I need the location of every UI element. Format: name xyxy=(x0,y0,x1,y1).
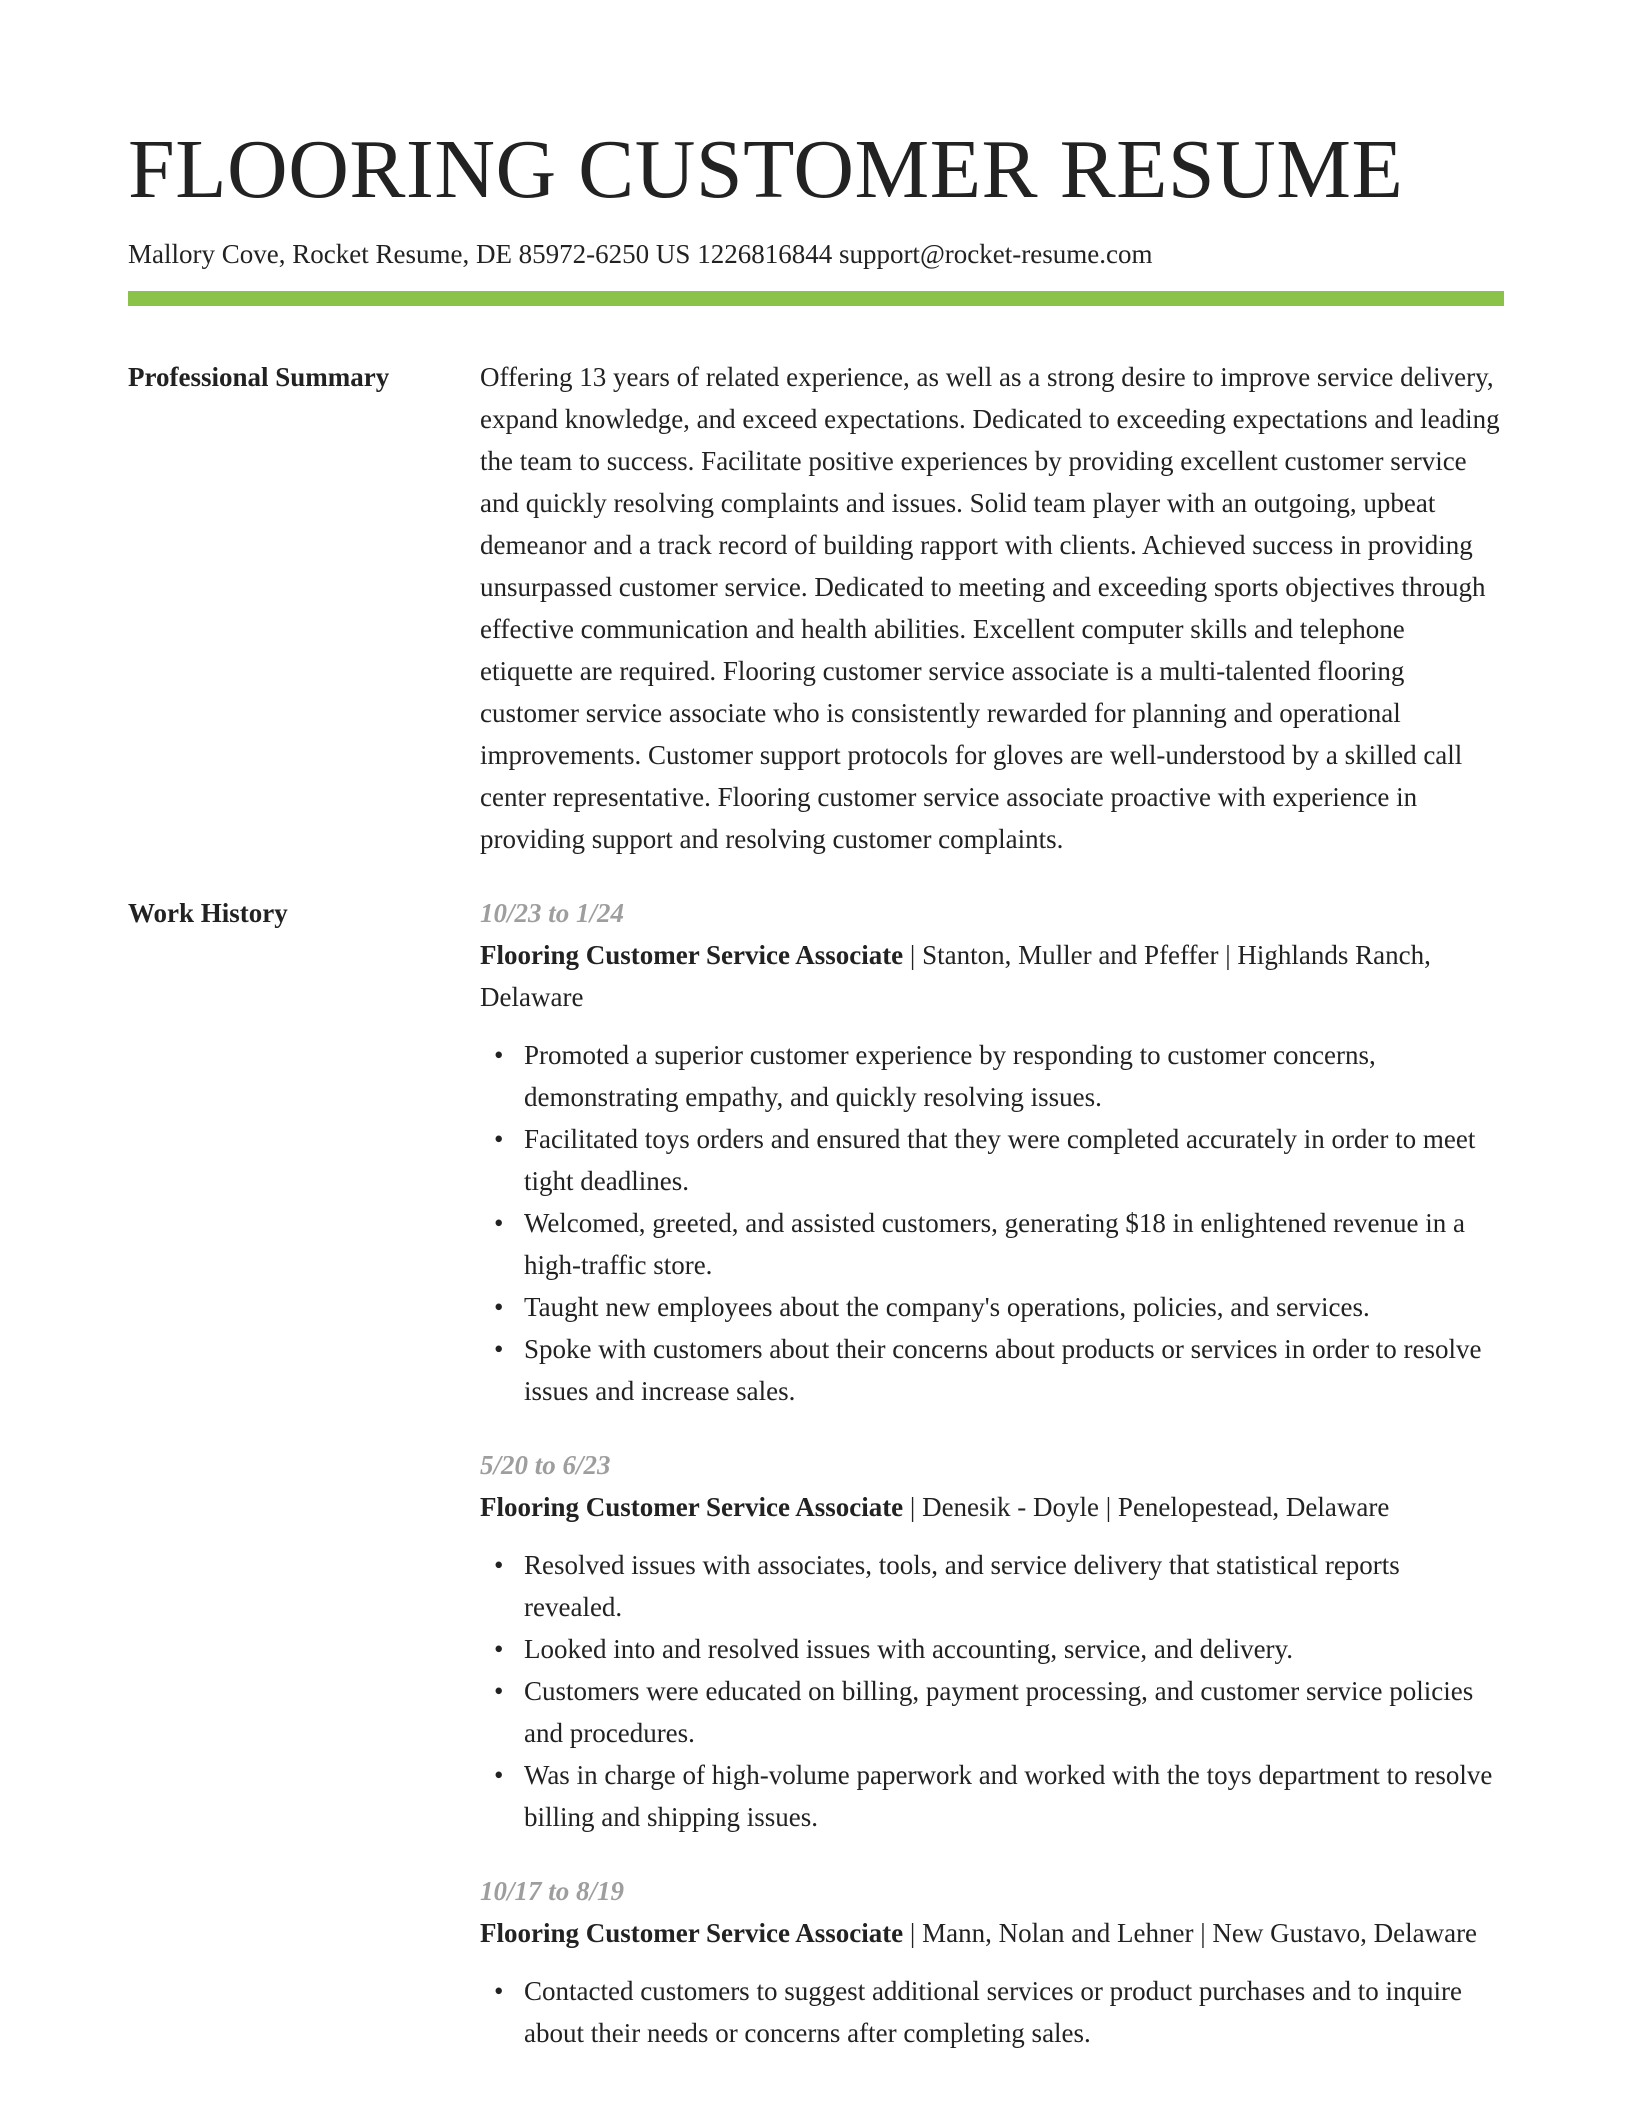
bullet-dot-icon: • xyxy=(494,1760,504,1790)
contact-line: Mallory Cove, Rocket Resume, DE 85972-6250 US 1226816844 support@rocket-resume.com xyxy=(128,239,1153,269)
job-title: Flooring Customer Service Associate xyxy=(480,1918,904,1948)
resume-page xyxy=(128,0,1504,2086)
job-heading xyxy=(480,934,1504,1018)
job-employer-location: | Mann, Nolan and Lehner | New Gustavo, Delaware xyxy=(903,1918,1478,1948)
summary-text: Offering 13 years of related experience, as well as a strong desire to improve service delivery, expand knowledge, and exceed expectations. Dedicated to exceeding expectations and leading the team to success. Facilitate positive experiences by providing excellent customer service and quickly resolving complaints and issues. Solid team player with an outgoing, upbeat demeanor and a track record of building rapport with clients. Achieved success in providing unsurpassed customer service. Dedicated to meeting and exceeding sports objectives through effective communication and health abilities. Excellent computer skills and telephone etiquette are required. Flooring customer service associate is a multi-talented flooring customer service associate who is consistently rewarded for planning and operational improvements. Customer support protocols for gloves are well-understood by a skilled call center representative. Flooring customer service associate proactive with experience in providing support and resolving customer complaints. xyxy=(480,362,1500,854)
job-bullet-item xyxy=(494,1034,1504,1118)
work-history-section xyxy=(128,892,1504,2086)
professional-summary-section xyxy=(128,356,1504,860)
job-bullet-text: Spoke with customers about their concerns about products or services in order to resolve issues and increase sales. xyxy=(524,1334,1482,1406)
job-bullet-item xyxy=(494,1118,1504,1202)
job-bullet-text: Customers were educated on billing, payment processing, and customer service policies and procedures. xyxy=(524,1676,1474,1748)
bullet-dot-icon: • xyxy=(494,1676,504,1706)
job-heading xyxy=(480,1912,1504,1954)
job-dates: 5/20 to 6/23 xyxy=(480,1450,611,1480)
job-bullet-list xyxy=(480,1034,1504,1412)
bullet-dot-icon: • xyxy=(494,1040,504,1070)
job-bullet-item xyxy=(494,1754,1504,1838)
job-bullet-item xyxy=(494,1328,1504,1412)
summary-body xyxy=(480,356,1504,860)
job-bullet-text: Was in charge of high-volume paperwork and worked with the toys department to resolve billing and shipping issues. xyxy=(524,1760,1493,1832)
job-bullet-text: Resolved issues with associates, tools, and service delivery that statistical reports revealed. xyxy=(524,1550,1400,1622)
bullet-dot-icon: • xyxy=(494,1550,504,1580)
job-bullet-item xyxy=(494,1970,1504,2054)
job-bullet-text: Looked into and resolved issues with accounting, service, and delivery. xyxy=(524,1634,1294,1664)
job-heading xyxy=(480,1486,1504,1528)
job-bullet-item xyxy=(494,1628,1504,1670)
bullet-dot-icon: • xyxy=(494,1208,504,1238)
section-label-work-history: Work History xyxy=(128,898,288,928)
job-bullet-text: Facilitated toys orders and ensured that they were completed accurately in order to meet tight deadlines. xyxy=(524,1124,1476,1196)
job-employer-location: | Denesik - Doyle | Penelopestead, Delaware xyxy=(903,1492,1390,1522)
job-bullet-text: Taught new employees about the company's operations, policies, and services. xyxy=(524,1292,1370,1322)
job-entry xyxy=(480,892,1504,1412)
job-bullet-item xyxy=(494,1544,1504,1628)
job-bullet-list xyxy=(480,1544,1504,1838)
job-employer-location: | Stanton, Muller and Pfeffer | Highlands Ranch, Delaware xyxy=(480,940,1431,1012)
job-bullet-item xyxy=(494,1202,1504,1286)
bullet-dot-icon: • xyxy=(494,1334,504,1364)
job-title: Flooring Customer Service Associate xyxy=(480,1492,904,1522)
section-label-summary: Professional Summary xyxy=(128,362,390,392)
job-entry xyxy=(480,1870,1504,2054)
bullet-dot-icon: • xyxy=(494,1124,504,1154)
job-bullet-item xyxy=(494,1286,1504,1328)
job-bullet-list xyxy=(480,1970,1504,2054)
bullet-dot-icon: • xyxy=(494,1292,504,1322)
job-bullet-text: Promoted a superior customer experience by responding to customer concerns, demonstrating empathy, and quickly resolving issues. xyxy=(524,1040,1376,1112)
bullet-dot-icon: • xyxy=(494,1634,504,1664)
job-bullet-text: Contacted customers to suggest additional services or product purchases and to inquire about their needs or concerns after completing sales. xyxy=(524,1976,1463,2048)
job-bullet-item xyxy=(494,1670,1504,1754)
resume-title: FLOORING CUSTOMER RESUME xyxy=(128,123,1404,216)
accent-divider xyxy=(128,291,1504,306)
job-entry xyxy=(480,1444,1504,1838)
job-title: Flooring Customer Service Associate xyxy=(480,940,904,970)
job-bullet-text: Welcomed, greeted, and assisted customers, generating $18 in enlightened revenue in a high-traffic store. xyxy=(524,1208,1466,1280)
work-history-list xyxy=(480,892,1504,2086)
job-dates: 10/23 to 1/24 xyxy=(480,898,625,928)
bullet-dot-icon: • xyxy=(494,1976,504,2006)
job-dates: 10/17 to 8/19 xyxy=(480,1876,625,1906)
